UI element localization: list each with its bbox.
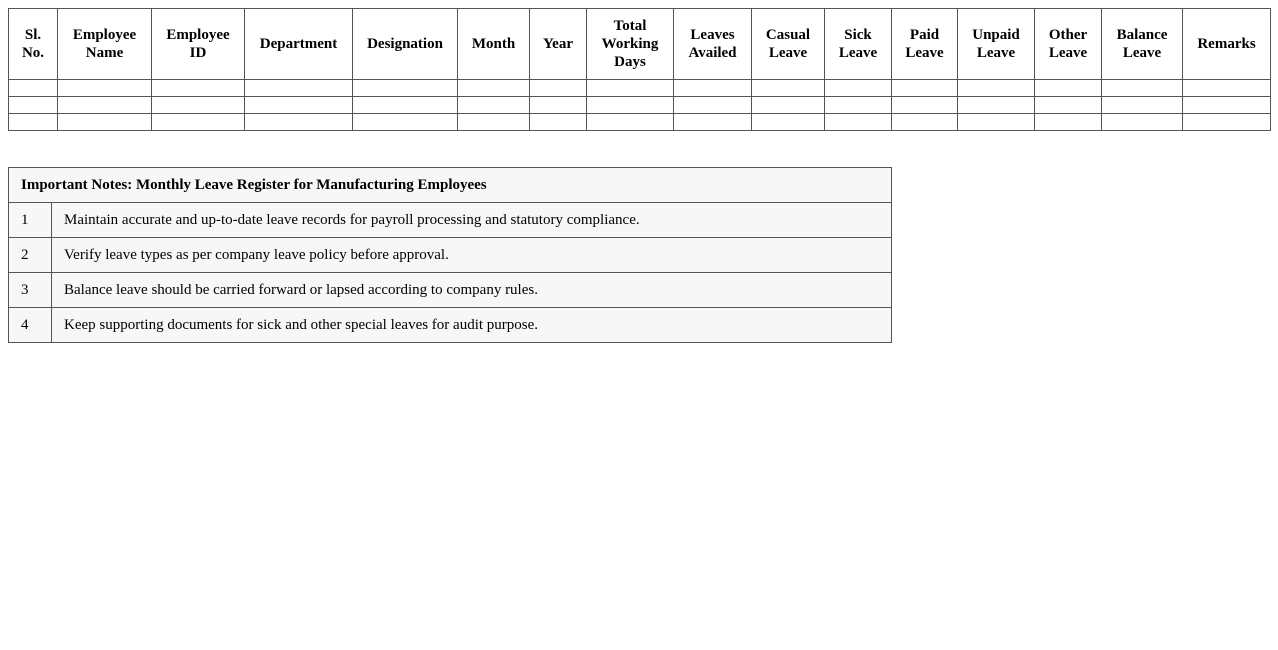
register-cell <box>1035 97 1102 114</box>
leave-register-table <box>8 8 1271 131</box>
header-remarks: Remarks <box>1183 9 1271 80</box>
header-year: Year <box>530 9 587 80</box>
register-cell <box>825 97 892 114</box>
register-cell <box>1183 97 1271 114</box>
header-total-working-days: Total Working Days <box>587 9 674 80</box>
register-cell <box>152 80 245 97</box>
register-cell <box>152 114 245 131</box>
register-cell <box>1035 80 1102 97</box>
notes-title: Important Notes: Monthly Leave Register for Manufacturing Employees <box>9 168 892 203</box>
register-cell <box>958 97 1035 114</box>
register-cell <box>353 114 458 131</box>
header-paid-leave: Paid Leave <box>892 9 958 80</box>
note-text: Verify leave types as per company leave policy before approval. <box>52 238 892 273</box>
register-cell <box>530 97 587 114</box>
register-cell <box>1183 80 1271 97</box>
register-cell <box>587 97 674 114</box>
register-cell <box>587 80 674 97</box>
note-number: 2 <box>9 238 52 273</box>
register-cell <box>353 97 458 114</box>
register-cell <box>674 114 752 131</box>
register-cell <box>58 97 152 114</box>
header-designation: Designation <box>353 9 458 80</box>
register-cell <box>152 97 245 114</box>
register-cell <box>9 97 58 114</box>
register-cell <box>825 114 892 131</box>
note-row <box>9 203 892 238</box>
register-cell <box>1035 114 1102 131</box>
register-cell <box>674 80 752 97</box>
register-body <box>9 80 1271 131</box>
header-sick-leave: Sick Leave <box>825 9 892 80</box>
note-number: 3 <box>9 273 52 308</box>
register-cell <box>353 80 458 97</box>
header-leaves-availed: Leaves Availed <box>674 9 752 80</box>
header-balance-leave: Balance Leave <box>1102 9 1183 80</box>
register-cell <box>530 80 587 97</box>
register-cell <box>58 80 152 97</box>
register-row <box>9 114 1271 131</box>
note-number: 4 <box>9 308 52 343</box>
register-cell <box>9 114 58 131</box>
register-cell <box>458 114 530 131</box>
register-cell <box>458 97 530 114</box>
register-cell <box>1102 80 1183 97</box>
header-employee-name: Employee Name <box>58 9 152 80</box>
register-row <box>9 97 1271 114</box>
important-notes-table <box>8 167 892 343</box>
register-cell <box>458 80 530 97</box>
register-cell <box>245 97 353 114</box>
header-month: Month <box>458 9 530 80</box>
register-header-row <box>9 9 1271 80</box>
register-cell <box>245 80 353 97</box>
register-cell <box>1183 114 1271 131</box>
header-unpaid-leave: Unpaid Leave <box>958 9 1035 80</box>
register-cell <box>674 97 752 114</box>
register-cell <box>958 114 1035 131</box>
register-cell <box>752 97 825 114</box>
note-text: Keep supporting documents for sick and other special leaves for audit purpose. <box>52 308 892 343</box>
register-cell <box>752 80 825 97</box>
register-cell <box>892 80 958 97</box>
note-number: 1 <box>9 203 52 238</box>
register-cell <box>752 114 825 131</box>
header-sl-no: Sl. No. <box>9 9 58 80</box>
register-cell <box>892 114 958 131</box>
header-casual-leave: Casual Leave <box>752 9 825 80</box>
register-cell <box>892 97 958 114</box>
notes-title-row <box>9 168 892 203</box>
header-employee-id: Employee ID <box>152 9 245 80</box>
note-text: Maintain accurate and up-to-date leave records for payroll processing and statutory compliance. <box>52 203 892 238</box>
register-row <box>9 80 1271 97</box>
register-cell <box>1102 114 1183 131</box>
note-row <box>9 238 892 273</box>
register-cell <box>587 114 674 131</box>
note-row <box>9 273 892 308</box>
register-cell <box>58 114 152 131</box>
register-cell <box>1102 97 1183 114</box>
register-cell <box>825 80 892 97</box>
register-cell <box>9 80 58 97</box>
note-text: Balance leave should be carried forward or lapsed according to company rules. <box>52 273 892 308</box>
register-cell <box>530 114 587 131</box>
header-other-leave: Other Leave <box>1035 9 1102 80</box>
header-department: Department <box>245 9 353 80</box>
register-cell <box>958 80 1035 97</box>
note-row <box>9 308 892 343</box>
register-cell <box>245 114 353 131</box>
